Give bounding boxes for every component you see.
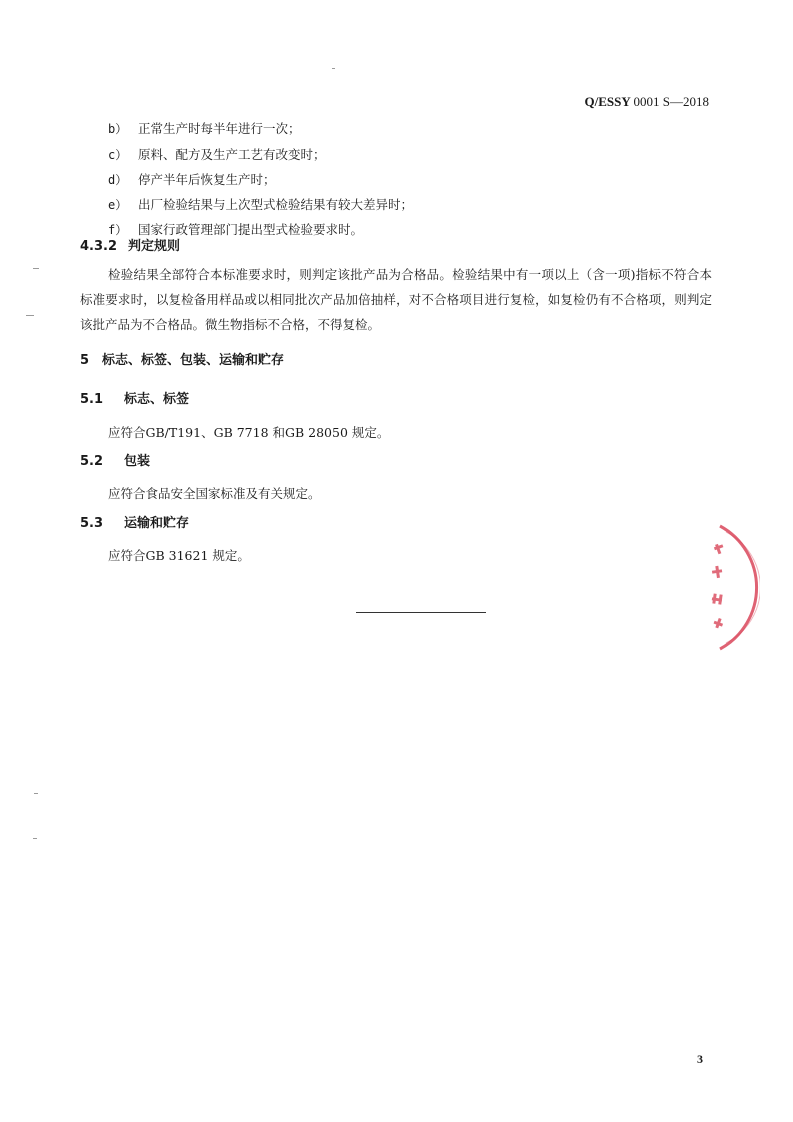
section-number: 5.2 — [80, 454, 104, 469]
section-title: 标志、标签、包装、运输和贮存 — [102, 353, 285, 368]
seal-stamp — [700, 520, 760, 655]
scan-speck — [33, 268, 39, 269]
section-number: 5.1 — [80, 392, 104, 407]
list-item-text: 正常生产时每半年进行一次； — [138, 121, 301, 136]
section-heading-5-2 — [80, 450, 150, 469]
section-body-5-1: 应符合GB/T191、GB 7718 和GB 28050 规定。 — [108, 425, 390, 440]
section-number: 4.3.2 — [80, 239, 118, 254]
scan-speck — [26, 315, 34, 316]
section-body-5-3: 应符合GB 31621 规定。 — [108, 548, 250, 563]
list-item — [108, 119, 301, 137]
page-number: 3 — [697, 1052, 703, 1066]
list-item-label: d） — [108, 173, 128, 187]
section-heading-5 — [80, 349, 284, 368]
scan-speck — [34, 793, 38, 794]
list-item-label: f） — [108, 223, 128, 237]
section-body-5-2: 应符合食品安全国家标准及有关规定。 — [108, 486, 321, 501]
scan-speck — [33, 838, 37, 839]
list-item-label: b） — [108, 122, 128, 136]
end-of-text-rule — [356, 612, 486, 613]
list-item-text: 停产半年后恢复生产时； — [138, 172, 276, 187]
document-code-header — [585, 94, 710, 110]
list-item-text: 国家行政管理部门提出型式检验要求时。 — [138, 222, 364, 237]
section-heading-4-3-2 — [80, 235, 180, 254]
list-item — [108, 145, 326, 163]
list-item — [108, 170, 276, 188]
doc-prefix: Q/ESSY — [584, 94, 631, 109]
scan-speck — [332, 68, 335, 69]
section-number: 5 — [80, 353, 90, 368]
section-heading-5-1 — [80, 388, 189, 407]
list-item-label: c） — [108, 148, 128, 162]
section-body-4-3-2: 检验结果全部符合本标准要求时，则判定该批产品为合格品。检验结果中有一项以上（含一项)指标不符合本标准要求时，以复检备用样品或以相同批次产品加倍抽样，对不合格项目进行复检，如复检仍有不合格项，则判定该批产品为不合格品。微生物指标不合格，不得复检。 — [80, 267, 712, 332]
section-heading-5-3 — [80, 512, 189, 531]
doc-number: 0001 S—2018 — [633, 94, 709, 109]
list-item — [108, 195, 413, 213]
section-number: 5.3 — [80, 516, 104, 531]
list-item-text: 出厂检验结果与上次型式检验结果有较大差异时； — [138, 197, 414, 212]
section-title: 运输和贮存 — [124, 516, 190, 531]
list-item-text: 原料、配方及生产工艺有改变时； — [138, 147, 326, 162]
section-title: 判定规则 — [128, 239, 181, 254]
section-title: 包装 — [124, 454, 151, 469]
list-item-label: e） — [108, 198, 128, 212]
section-title: 标志、标签 — [124, 392, 190, 407]
